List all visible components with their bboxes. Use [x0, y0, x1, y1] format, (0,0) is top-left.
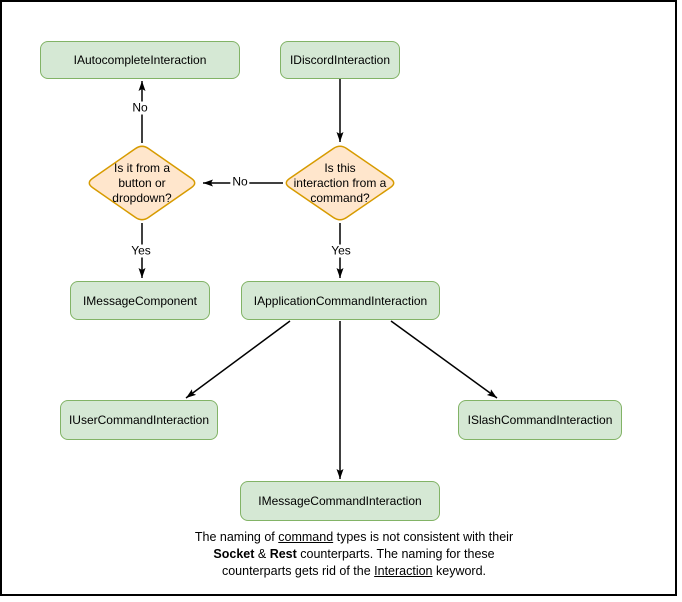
caption-line-3: counterparts gets rid of the Interaction keyword. [221, 564, 487, 578]
edge-label-no-autocomplete: No [132, 100, 148, 115]
node-label: IMessageComponent [82, 293, 198, 308]
node-label: IUserCommandInteraction [68, 413, 210, 427]
edge-application-to-slash-command [391, 321, 497, 398]
decision-label-button-dropdown [82, 161, 202, 206]
decision-line: dropdown? [112, 191, 172, 205]
node-slash-command-interaction [458, 400, 622, 440]
node-label: ISlashCommandInteraction [467, 413, 613, 427]
edge-application-to-user-command [186, 321, 290, 398]
node-label: IAutocompleteInteraction [73, 53, 207, 67]
node-label: IMessageCommandInteraction [258, 494, 422, 508]
decision-line: Is it from a [113, 161, 170, 175]
node-label: IDiscordInteraction [289, 53, 391, 67]
node-user-command-interaction [60, 400, 218, 440]
node-message-command-interaction [240, 481, 440, 521]
node-discord-interaction [280, 41, 400, 79]
caption-line-2: Socket & Rest counterparts. The naming for these [213, 547, 495, 561]
edge-label-yes-message-component: Yes [131, 243, 151, 258]
node-autocomplete-interaction [40, 41, 240, 79]
decision-label-from-command [280, 161, 400, 206]
decision-line: interaction from a [293, 176, 387, 190]
node-label: IApplicationCommandInteraction [253, 293, 428, 308]
decision-line: command? [310, 191, 370, 205]
node-application-command-interaction [241, 281, 440, 320]
edge-label-yes-application: Yes [331, 243, 351, 258]
node-message-component [70, 281, 210, 320]
decision-line: button or [118, 176, 166, 190]
caption-note [154, 529, 554, 580]
decision-line: Is this [324, 161, 356, 175]
edge-label-no-button: No [232, 174, 248, 189]
caption-line-1: The naming of command types is not consistent with their [194, 530, 514, 544]
